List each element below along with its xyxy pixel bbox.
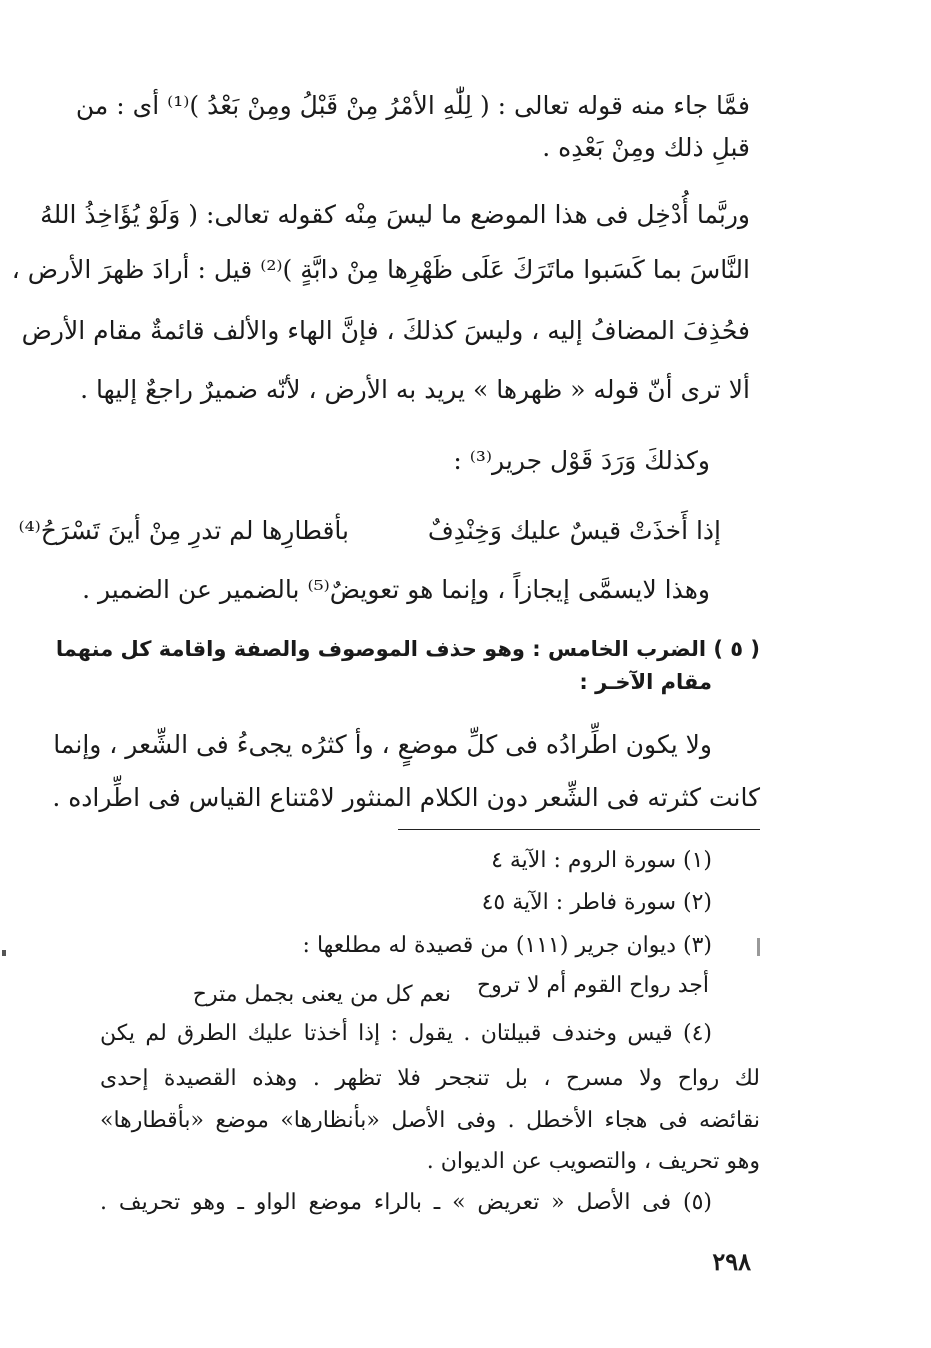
footnote-2: (٢) سورة فاطر : الآية ٤٥ xyxy=(481,890,712,915)
footnote-separator xyxy=(398,829,760,830)
body-line-9: ولا يكون اطِّرادُه فى كلِّ موضعٍ ، وأ كثرُه يجىءُ فى الشِّعر ، وإنما xyxy=(53,730,712,759)
footnote-4-line-3: نقائضه فى هجاء الأخطل . وفى الأصل «بأنظارها» موضع «بأقطارها» xyxy=(100,1108,760,1133)
page-number: ٢٩٨ xyxy=(712,1247,751,1276)
footnote-4-line-2: لك رواح ولا مسرح ، بل تنجحر فلا تظهر . وهذه القصيدة إحدى xyxy=(100,1066,760,1091)
body-line-6: ألا ترى أنّ قوله « ظهرها » يريد به الأرض ، لأنّه ضميرٌ راجعٌ إليها . xyxy=(80,375,750,404)
verse-second-hemistich: بأقطارِها لم تدرِ مِنْ أينَ تَسْرَحُ⁽⁴⁾ xyxy=(18,516,349,545)
footnote-4-line-4: وهو تحريف ، والتصويب عن الديوان . xyxy=(426,1149,760,1174)
footnote-3: (٣) ديوان جرير (١١١) من قصيدة له مطلعها : xyxy=(302,933,712,958)
scan-speck xyxy=(2,950,6,956)
section-heading-line-1: ( ٥ ) الضرب الخامس : وهو حذف الموصوف والصفة واقامة كل منهما xyxy=(55,637,760,661)
section-heading-line-2: مقام الآخـر : xyxy=(579,670,712,694)
body-line-3: وربَّما أُدْخِل فى هذا الموضع ما ليسَ مِنْه كقوله تعالى: ( وَلَوْ يُؤَاخِذُ اللهُ xyxy=(40,200,750,229)
body-line-1: فمَّا جاء منه قوله تعالى : ( لِلّٰهِ الأمْرُ مِنْ قَبْلُ ومِنْ بَعْدُ )⁽¹⁾ أى : من xyxy=(75,91,750,120)
body-line-8: وهذا لايسمَّى إيجازاً ، وإنما هو تعويضٌ⁽⁵⁾ بالضمير عن الضمير . xyxy=(82,575,710,604)
body-line-10: كانت كثرته فى الشِّعر دون الكلام المنثور لامْتناع القياس فى اطِّراده . xyxy=(52,783,760,812)
scan-speck xyxy=(757,938,760,956)
body-line-4: النَّاسَ بما كَسَبوا ماتَرَكَ عَلَى ظَهْرِها مِنْ دابَّةٍ )⁽²⁾ قيل : أرادَ ظهرَ الأرض ، xyxy=(11,255,750,284)
verse-first-hemistich: إذا أَخذَتْ قيسٌ عليك وَخِنْدِفٌ xyxy=(427,516,721,545)
footnote-5: (٥) فى الأصل « تعريض » ـ بالراء موضع الواو ـ وهو تحريف . xyxy=(100,1190,712,1215)
footnote-4-line-1: (٤) قيس وخندف قبيلتان . يقول : إذا أخذتا عليك الطرق لم يكن xyxy=(100,1021,712,1046)
footnote-verse-second-hemistich: نعم كل من يعنى بجمل مترح xyxy=(192,982,451,1007)
footnote-1: (١) سورة الروم : الآية ٤ xyxy=(491,848,712,873)
body-line-7: وكذلكَ وَرَدَ قَوْل جرير⁽³⁾ : xyxy=(453,446,710,475)
body-line-5: فحُذِفَ المضافُ إليه ، وليسَ كذلكَ ، فإنَّ الهاء والألف قائمةٌ مقام الأرض xyxy=(21,316,750,345)
footnote-verse-first-hemistich: أجد رواح القوم أم لا تروح xyxy=(476,973,709,998)
body-line-2: قبلِ ذلك ومِنْ بَعْدِه . xyxy=(542,133,750,162)
